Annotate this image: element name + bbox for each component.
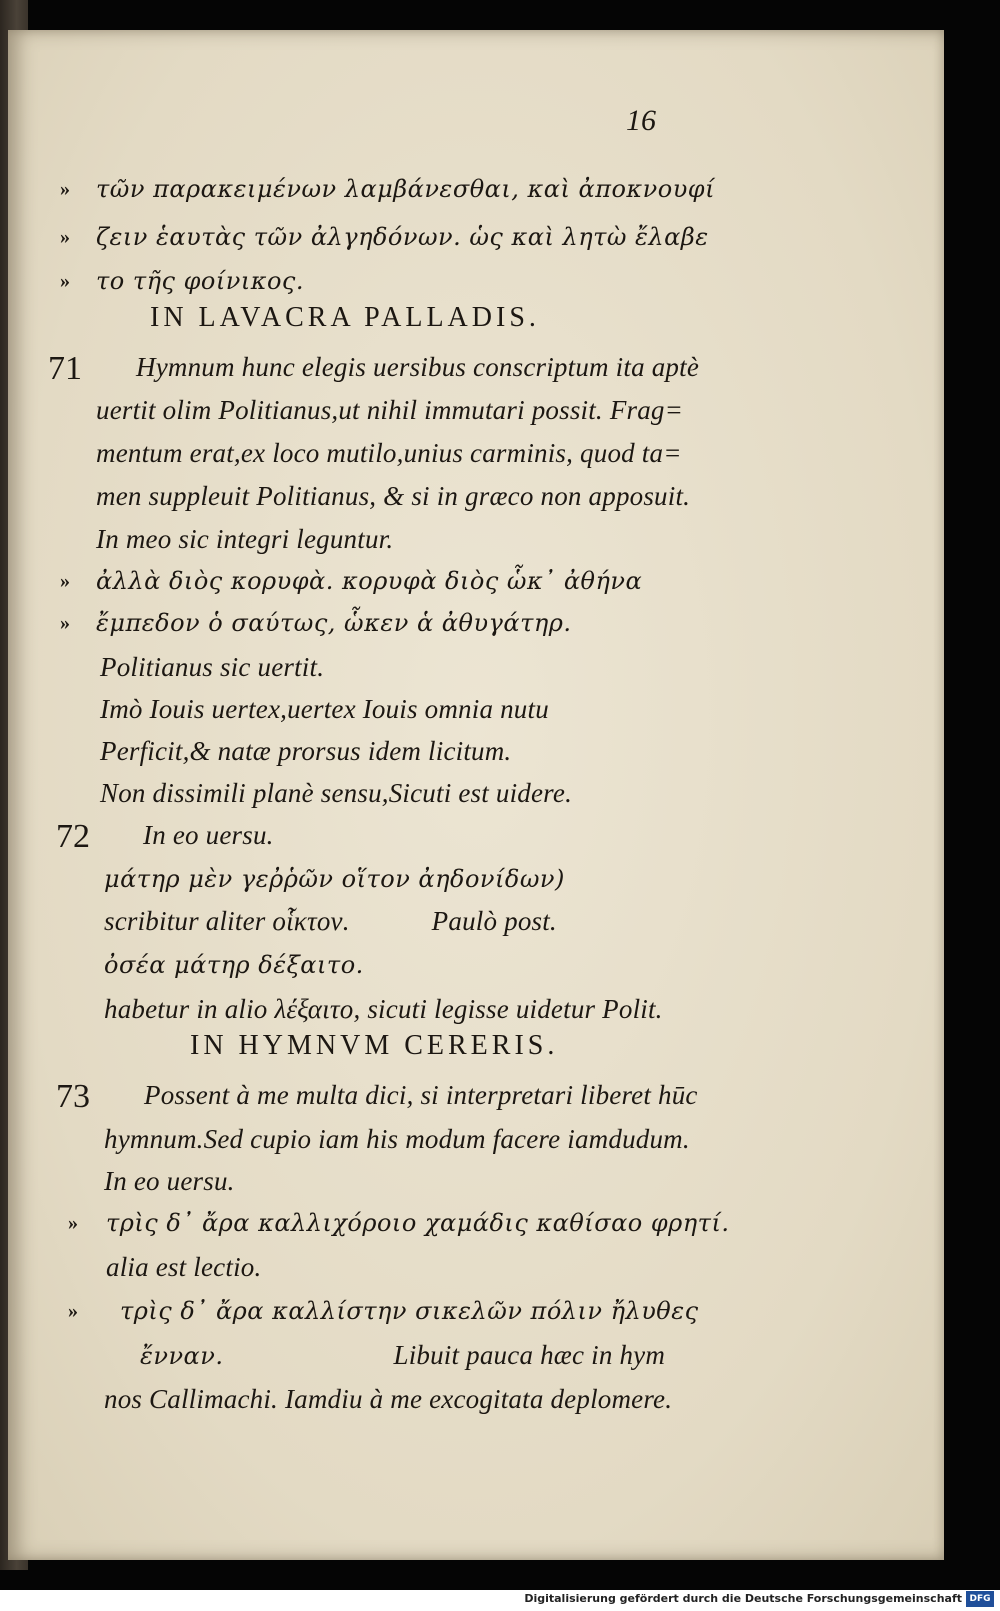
text-line: men suppleuit Politianus, & si in græco non apposuit.: [96, 481, 691, 511]
quote-mark: »: [60, 570, 70, 592]
text-line: [140, 1338, 665, 1373]
text-line: In eo uersu.: [104, 1166, 235, 1196]
footer-credit: Digitalisierung gefördert durch die Deutsche Forschungsgemeinschaft: [524, 1592, 962, 1605]
text-line: Hymnum hunc elegis uersibus conscriptum ita aptè: [136, 352, 700, 382]
text-segment: scribitur aliter οἷκτον.: [104, 906, 350, 936]
greek-line: ἔμπεδον ὁ σαύτως, ὧκεν ἁ ἀθυγάτηρ.: [96, 609, 572, 637]
quote-mark: »: [60, 270, 70, 292]
greek-line: ζειν ἑαυτὰς τῶν ἀλγηδόνων. ὡς καὶ λητὼ ἔλαβε: [96, 223, 709, 251]
text-segment: Paulò post.: [431, 906, 557, 936]
text-segment: ἔνναν.: [140, 1342, 224, 1370]
page-number: 16: [626, 104, 656, 137]
dfg-logo: DFG: [966, 1591, 994, 1607]
greek-line: το τῆς φοίνικος.: [96, 267, 305, 295]
greek-line: ὀσέα μάτηρ δέξαιτο.: [104, 951, 364, 979]
section-heading: IN LAVACRA PALLADIS.: [150, 302, 540, 333]
text-line: uertit olim Politianus,ut nihil immutari possit. Frag=: [96, 395, 684, 425]
greek-line: τρὶς δ᾽ ἄρα καλλίστην σικελῶν πόλιν ἤλυθες: [120, 1297, 699, 1325]
text-line: In eo uersu.: [143, 820, 274, 850]
greek-line: ἀλλὰ διὸς κορυφὰ. κορυφὰ διὸς ὧκ᾽ ἀθήνα: [96, 567, 643, 595]
text-line: [104, 904, 557, 938]
greek-line: μάτηρ μὲν γεῤῥῶν οἵτον ἀηδονίδων): [104, 865, 565, 893]
quote-mark: »: [60, 612, 70, 634]
quote-mark: »: [60, 178, 70, 200]
text-line: nos Callimachi. Iamdiu à me excogitata deplomere.: [104, 1384, 673, 1414]
text-line: Perficit,& natæ prorsus idem licitum.: [100, 736, 512, 766]
book-page: [8, 30, 944, 1560]
quote-mark: »: [68, 1300, 78, 1322]
quote-mark: »: [60, 226, 70, 248]
text-line: mentum erat,ex loco mutilo,unius carminis, quod ta=: [96, 438, 682, 468]
text-line: alia est lectio.: [106, 1252, 262, 1282]
text-line: Politianus sic uertit.: [100, 652, 325, 682]
quote-mark: »: [68, 1212, 78, 1234]
text-segment: Libuit pauca hæc in hym: [393, 1340, 666, 1370]
text-line: Non dissimili planè sensu,Sicuti est uidere.: [100, 778, 573, 808]
text-line: In meo sic integri leguntur.: [96, 524, 394, 554]
section-number: 72: [56, 818, 90, 855]
text-line: hymnum.Sed cupio iam his modum facere iamdudum.: [104, 1124, 690, 1154]
greek-line: τῶν παρακειμένων λαμβάνεσθαι, καὶ ἀποκνουφί: [96, 175, 716, 203]
text-line: habetur in alio λέξαιτο, sicuti legisse uidetur Polit.: [104, 994, 663, 1024]
section-number: 71: [48, 350, 82, 387]
section-number: 73: [56, 1078, 90, 1115]
greek-line: τρὶς δ᾽ ἄρα καλλιχόροιο χαμάδις καθίσαο φρητί.: [106, 1209, 730, 1237]
section-heading: IN HYMNVM CERERIS.: [190, 1030, 559, 1061]
text-line: Possent à me multa dici, si interpretari liberet hūc: [144, 1080, 698, 1110]
text-line: Imò Iouis uertex,uertex Iouis omnia nutu: [100, 694, 549, 724]
